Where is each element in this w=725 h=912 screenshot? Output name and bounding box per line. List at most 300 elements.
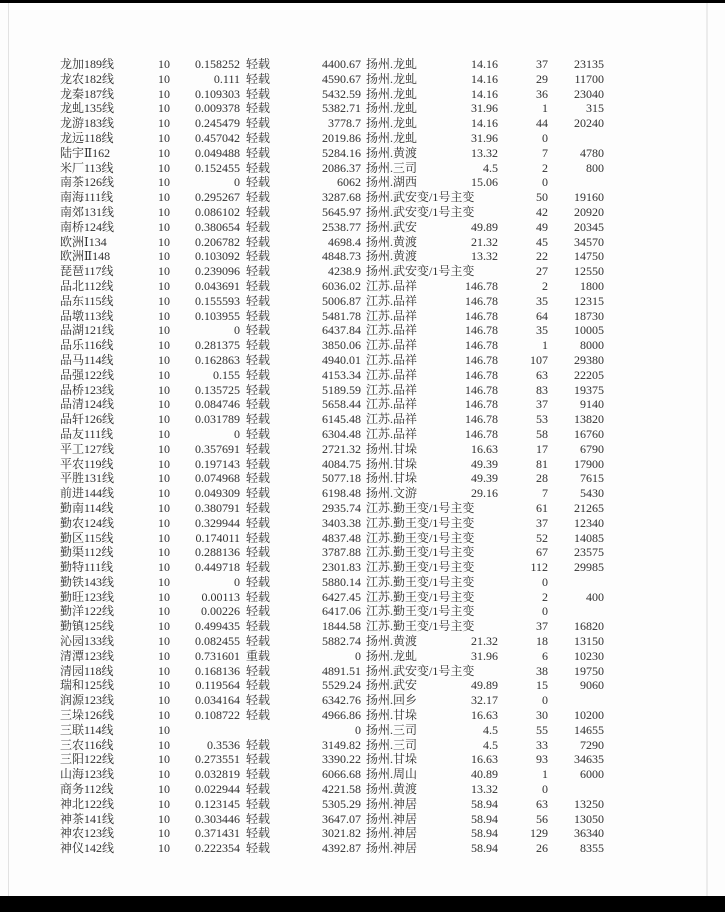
line-name-cell: 三联114线 bbox=[60, 722, 114, 737]
load-ratio-cell: 0.222354 bbox=[195, 841, 240, 856]
energy-cell: 7615 bbox=[580, 471, 604, 486]
energy-cell: 12315 bbox=[574, 293, 604, 308]
energy-cell: 14655 bbox=[574, 722, 604, 737]
load-ratio-cell: 0.155 bbox=[213, 367, 240, 382]
count-cell: 26 bbox=[536, 841, 548, 856]
count-cell: 0 bbox=[542, 574, 548, 589]
voltage-cell: 10 bbox=[158, 264, 170, 279]
table-row bbox=[0, 649, 725, 664]
load-status-cell: 轻载 bbox=[246, 752, 271, 767]
load-ratio-cell: 0.119564 bbox=[195, 678, 240, 693]
capacity-cell: 4837.48 bbox=[322, 530, 361, 545]
station-cell: 江苏.品祥 bbox=[366, 426, 418, 441]
station-cell: 江苏.品祥 bbox=[366, 397, 418, 412]
line-name-cell: 神仪142线 bbox=[60, 841, 115, 856]
voltage-cell: 10 bbox=[158, 441, 170, 456]
load-ratio-cell: 0.288136 bbox=[195, 545, 240, 560]
pct-cell: 40.89 bbox=[471, 767, 498, 782]
table-row bbox=[0, 131, 725, 146]
table-row bbox=[0, 368, 725, 383]
count-cell: 2 bbox=[542, 160, 548, 175]
load-ratio-cell: 0.103092 bbox=[195, 249, 240, 264]
voltage-cell: 10 bbox=[158, 782, 170, 797]
line-name-cell: 龙农182线 bbox=[60, 71, 115, 86]
load-status-cell: 轻载 bbox=[246, 826, 271, 841]
pct-cell: 146.78 bbox=[465, 426, 498, 441]
energy-cell: 16820 bbox=[574, 619, 604, 634]
station-cell: 扬州.神居 bbox=[366, 811, 418, 826]
load-ratio-cell: 0.155593 bbox=[195, 293, 240, 308]
table-row bbox=[0, 146, 725, 161]
table-row bbox=[0, 249, 725, 264]
page-top-border bbox=[0, 0, 725, 3]
voltage-cell: 10 bbox=[158, 234, 170, 249]
capacity-cell: 4400.67 bbox=[322, 57, 361, 71]
line-name-cell: 勤镇125线 bbox=[60, 619, 115, 634]
energy-cell: 10005 bbox=[574, 323, 604, 338]
load-ratio-cell: 0.245479 bbox=[195, 116, 240, 131]
line-name-cell: 清园118线 bbox=[60, 663, 114, 678]
capacity-cell: 3787.88 bbox=[322, 545, 361, 560]
line-name-cell: 勤特111线 bbox=[60, 560, 114, 575]
load-ratio-cell: 0 bbox=[234, 574, 240, 589]
capacity-cell: 3021.82 bbox=[322, 826, 361, 841]
energy-cell: 20920 bbox=[574, 204, 604, 219]
count-cell: 61 bbox=[536, 500, 548, 515]
pct-cell bbox=[432, 575, 498, 590]
load-ratio-cell: 0.197143 bbox=[195, 456, 240, 471]
load-ratio-cell: 0.449718 bbox=[195, 560, 240, 575]
table-row bbox=[0, 664, 725, 679]
energy-cell: 5430 bbox=[580, 486, 604, 501]
station-cell: 扬州.甘垛 bbox=[366, 752, 418, 767]
pct-cell: 146.78 bbox=[465, 382, 498, 397]
capacity-cell: 4940.01 bbox=[322, 352, 361, 367]
count-cell: 49 bbox=[536, 219, 548, 234]
line-name-cell: 神北122线 bbox=[60, 796, 115, 811]
count-cell: 37 bbox=[536, 619, 548, 634]
count-cell: 7 bbox=[542, 145, 548, 160]
energy-cell: 21265 bbox=[574, 500, 604, 515]
voltage-cell: 10 bbox=[158, 116, 170, 131]
station-cell: 扬州.龙虬 bbox=[366, 71, 418, 86]
energy-cell: 10200 bbox=[574, 708, 604, 723]
count-cell: 17 bbox=[536, 441, 548, 456]
capacity-cell: 2538.77 bbox=[322, 219, 361, 234]
table-row bbox=[0, 412, 725, 427]
pct-cell: 14.16 bbox=[471, 86, 498, 101]
capacity-cell: 4698.4 bbox=[328, 234, 361, 249]
line-name-cell: 品桥123线 bbox=[60, 382, 115, 397]
station-cell: 扬州.三司 bbox=[366, 722, 418, 737]
voltage-cell: 10 bbox=[158, 130, 170, 145]
voltage-cell: 10 bbox=[158, 678, 170, 693]
station-cell: 扬州.甘垛 bbox=[366, 471, 418, 486]
station-cell: 江苏.勤王变/1号主变 bbox=[366, 500, 475, 515]
voltage-cell: 10 bbox=[158, 367, 170, 382]
count-cell: 33 bbox=[536, 737, 548, 752]
load-ratio-cell: 0 bbox=[234, 175, 240, 190]
line-name-cell: 神农123线 bbox=[60, 826, 115, 841]
count-cell: 67 bbox=[536, 545, 548, 560]
line-name-cell: 清潭123线 bbox=[60, 648, 115, 663]
voltage-cell: 10 bbox=[158, 412, 170, 427]
station-cell: 扬州.神居 bbox=[366, 796, 418, 811]
line-name-cell: 南茶126线 bbox=[60, 175, 115, 190]
voltage-cell: 10 bbox=[158, 175, 170, 190]
line-name-cell: 品清124线 bbox=[60, 397, 115, 412]
count-cell: 83 bbox=[536, 382, 548, 397]
count-cell: 50 bbox=[536, 190, 548, 205]
station-cell: 江苏.勤王变/1号主变 bbox=[366, 560, 475, 575]
station-cell: 扬州.三司 bbox=[366, 160, 418, 175]
line-name-cell: 品强122线 bbox=[60, 367, 115, 382]
voltage-cell: 10 bbox=[158, 811, 170, 826]
voltage-cell: 10 bbox=[158, 57, 170, 71]
station-cell: 扬州.湖西 bbox=[366, 175, 418, 190]
energy-cell: 11700 bbox=[574, 71, 604, 86]
pct-cell: 49.39 bbox=[471, 471, 498, 486]
capacity-cell: 4153.34 bbox=[322, 367, 361, 382]
energy-cell: 34635 bbox=[574, 752, 604, 767]
line-name-cell: 勤洋122线 bbox=[60, 604, 115, 619]
energy-cell: 29380 bbox=[574, 352, 604, 367]
load-status-cell: 轻载 bbox=[246, 619, 271, 634]
load-status-cell: 轻载 bbox=[246, 530, 271, 545]
voltage-cell: 10 bbox=[158, 338, 170, 353]
line-name-cell: 商务112线 bbox=[60, 782, 114, 797]
load-ratio-cell: 0.032819 bbox=[195, 767, 240, 782]
table-row bbox=[0, 457, 725, 472]
load-status-cell: 轻载 bbox=[246, 86, 271, 101]
table-row bbox=[0, 397, 725, 412]
energy-cell: 6790 bbox=[580, 441, 604, 456]
load-ratio-cell: 0.00113 bbox=[201, 589, 240, 604]
load-ratio-cell: 0.329944 bbox=[195, 515, 240, 530]
voltage-cell: 10 bbox=[158, 382, 170, 397]
station-cell: 江苏.勤王变/1号主变 bbox=[366, 619, 475, 634]
pct-cell: 31.96 bbox=[471, 130, 498, 145]
load-ratio-cell: 0.082455 bbox=[195, 634, 240, 649]
voltage-cell: 10 bbox=[158, 145, 170, 160]
load-ratio-cell: 0.380791 bbox=[195, 500, 240, 515]
table-row bbox=[0, 826, 725, 841]
energy-cell: 20240 bbox=[574, 116, 604, 131]
capacity-cell: 5880.14 bbox=[322, 574, 361, 589]
capacity-cell: 5645.97 bbox=[322, 204, 361, 219]
table-row bbox=[0, 752, 725, 767]
line-name-cell: 品轩126线 bbox=[60, 412, 115, 427]
load-ratio-cell: 0.206782 bbox=[195, 234, 240, 249]
table-row bbox=[0, 72, 725, 87]
station-cell: 扬州.黄渡 bbox=[366, 634, 418, 649]
line-name-cell: 山海123线 bbox=[60, 767, 115, 782]
load-status-cell: 轻载 bbox=[246, 219, 271, 234]
pct-cell: 13.32 bbox=[471, 145, 498, 160]
line-name-cell: 龙加189线 bbox=[60, 57, 115, 71]
station-cell: 扬州.神居 bbox=[366, 841, 418, 856]
line-name-cell: 勤农124线 bbox=[60, 515, 115, 530]
station-cell: 江苏.勤王变/1号主变 bbox=[366, 545, 475, 560]
load-ratio-cell: 0.074968 bbox=[195, 471, 240, 486]
capacity-cell: 4238.9 bbox=[328, 264, 361, 279]
voltage-cell: 10 bbox=[158, 589, 170, 604]
load-ratio-cell: 0.174011 bbox=[195, 530, 240, 545]
energy-cell: 6000 bbox=[580, 767, 604, 782]
load-ratio-cell: 0.123145 bbox=[195, 796, 240, 811]
load-status-cell: 轻载 bbox=[246, 456, 271, 471]
count-cell: 27 bbox=[536, 264, 548, 279]
voltage-cell: 10 bbox=[158, 560, 170, 575]
count-cell: 37 bbox=[536, 57, 548, 71]
count-cell: 1 bbox=[542, 338, 548, 353]
voltage-cell: 10 bbox=[158, 308, 170, 323]
load-ratio-cell: 0.049309 bbox=[195, 486, 240, 501]
table-row bbox=[0, 797, 725, 812]
station-cell: 江苏.勤王变/1号主变 bbox=[366, 604, 475, 619]
load-ratio-cell: 0.009378 bbox=[195, 101, 240, 116]
capacity-cell: 4084.75 bbox=[322, 456, 361, 471]
energy-cell: 16760 bbox=[574, 426, 604, 441]
load-status-cell: 轻载 bbox=[246, 486, 271, 501]
load-status-cell: 轻载 bbox=[246, 116, 271, 131]
station-cell: 江苏.品祥 bbox=[366, 293, 418, 308]
pct-cell: 146.78 bbox=[465, 293, 498, 308]
load-status-cell: 轻载 bbox=[246, 249, 271, 264]
energy-cell bbox=[548, 575, 604, 590]
table-row bbox=[0, 87, 725, 102]
energy-cell: 8355 bbox=[580, 841, 604, 856]
load-status-cell: 轻载 bbox=[246, 71, 271, 86]
capacity-cell: 2019.86 bbox=[322, 130, 361, 145]
capacity-cell: 4392.87 bbox=[322, 841, 361, 856]
pct-cell bbox=[432, 604, 498, 619]
table-row bbox=[0, 501, 725, 516]
capacity-cell: 5284.16 bbox=[322, 145, 361, 160]
table-row bbox=[0, 545, 725, 560]
station-cell: 扬州.武安 bbox=[366, 678, 418, 693]
table-row bbox=[0, 116, 725, 131]
table-row bbox=[0, 101, 725, 116]
voltage-cell: 10 bbox=[158, 456, 170, 471]
energy-cell: 22205 bbox=[574, 367, 604, 382]
load-ratio-cell bbox=[172, 723, 240, 738]
load-status-cell: 轻载 bbox=[246, 560, 271, 575]
line-name-cell: 陆宇Ⅱ162 bbox=[60, 145, 111, 160]
energy-cell: 13050 bbox=[574, 811, 604, 826]
load-status-cell: 轻载 bbox=[246, 515, 271, 530]
load-status-cell bbox=[246, 723, 288, 738]
voltage-cell: 10 bbox=[158, 249, 170, 264]
station-cell: 江苏.勤王变/1号主变 bbox=[366, 530, 475, 545]
count-cell: 6 bbox=[542, 648, 548, 663]
line-name-cell: 勤渠112线 bbox=[60, 545, 114, 560]
load-status-cell: 轻载 bbox=[246, 693, 271, 708]
load-status-cell: 轻载 bbox=[246, 782, 271, 797]
station-cell: 扬州.武安 bbox=[366, 219, 418, 234]
table-row bbox=[0, 723, 725, 738]
line-name-cell: 龙游183线 bbox=[60, 116, 115, 131]
load-status-cell: 轻载 bbox=[246, 264, 271, 279]
line-name-cell: 品北112线 bbox=[60, 278, 114, 293]
count-cell: 42 bbox=[536, 204, 548, 219]
load-status-cell: 轻载 bbox=[246, 604, 271, 619]
station-cell: 江苏.品祥 bbox=[366, 382, 418, 397]
pct-cell: 14.16 bbox=[471, 57, 498, 71]
capacity-cell: 2721.32 bbox=[322, 441, 361, 456]
load-ratio-cell: 0.499435 bbox=[195, 619, 240, 634]
capacity-cell: 6342.76 bbox=[322, 693, 361, 708]
load-ratio-cell: 0.273551 bbox=[195, 752, 240, 767]
table-row bbox=[0, 279, 725, 294]
station-cell: 扬州.龙虬 bbox=[366, 57, 418, 71]
energy-cell: 17900 bbox=[574, 456, 604, 471]
line-name-cell: 勤旺123线 bbox=[60, 589, 115, 604]
voltage-cell: 10 bbox=[158, 190, 170, 205]
pct-cell: 13.32 bbox=[471, 782, 498, 797]
voltage-cell: 10 bbox=[158, 515, 170, 530]
voltage-cell: 10 bbox=[158, 204, 170, 219]
pct-cell bbox=[432, 516, 498, 531]
energy-cell: 19375 bbox=[574, 382, 604, 397]
table-row bbox=[0, 782, 725, 797]
station-cell: 扬州.三司 bbox=[366, 737, 418, 752]
line-name-cell: 润源123线 bbox=[60, 693, 115, 708]
line-name-cell: 前进144线 bbox=[60, 486, 115, 501]
line-name-cell: 南桥124线 bbox=[60, 219, 115, 234]
count-cell: 37 bbox=[536, 397, 548, 412]
voltage-cell: 10 bbox=[158, 693, 170, 708]
load-ratio-cell: 0.371431 bbox=[195, 826, 240, 841]
count-cell: 2 bbox=[542, 589, 548, 604]
load-status-cell: 轻载 bbox=[246, 500, 271, 515]
capacity-cell: 5882.74 bbox=[322, 634, 361, 649]
voltage-cell: 10 bbox=[158, 826, 170, 841]
energy-cell: 14750 bbox=[574, 249, 604, 264]
pct-cell: 14.16 bbox=[471, 71, 498, 86]
load-status-cell: 轻载 bbox=[246, 811, 271, 826]
station-cell: 扬州.黄渡 bbox=[366, 249, 418, 264]
load-status-cell: 轻载 bbox=[246, 234, 271, 249]
voltage-cell: 10 bbox=[158, 219, 170, 234]
load-status-cell: 轻载 bbox=[246, 796, 271, 811]
capacity-cell: 3778.7 bbox=[328, 116, 361, 131]
page-bottom-border bbox=[0, 896, 725, 912]
energy-cell: 29985 bbox=[574, 560, 604, 575]
voltage-cell: 10 bbox=[158, 86, 170, 101]
pct-cell: 146.78 bbox=[465, 412, 498, 427]
table-row bbox=[0, 161, 725, 176]
capacity-cell: 6036.02 bbox=[322, 278, 361, 293]
load-status-cell: 重载 bbox=[246, 648, 271, 663]
line-name-cell: 勤南114线 bbox=[60, 500, 114, 515]
load-status-cell: 轻载 bbox=[246, 737, 271, 752]
load-ratio-cell: 0.031789 bbox=[195, 412, 240, 427]
energy-cell: 13250 bbox=[574, 796, 604, 811]
load-ratio-cell: 0 bbox=[234, 323, 240, 338]
energy-cell: 23040 bbox=[574, 86, 604, 101]
voltage-cell: 10 bbox=[158, 737, 170, 752]
pct-cell bbox=[432, 501, 498, 516]
pct-cell: 16.63 bbox=[471, 752, 498, 767]
capacity-cell: 6417.06 bbox=[322, 604, 361, 619]
pct-cell bbox=[432, 664, 498, 679]
table-row bbox=[0, 205, 725, 220]
capacity-cell: 5382.71 bbox=[322, 101, 361, 116]
station-cell: 扬州.黄渡 bbox=[366, 234, 418, 249]
pct-cell bbox=[432, 560, 498, 575]
table-row bbox=[0, 590, 725, 605]
load-status-cell: 轻载 bbox=[246, 190, 271, 205]
count-cell: 0 bbox=[542, 130, 548, 145]
load-status-cell: 轻载 bbox=[246, 397, 271, 412]
line-name-cell: 平工127线 bbox=[60, 441, 115, 456]
table-row bbox=[0, 738, 725, 753]
line-name-cell: 勤铁143线 bbox=[60, 574, 115, 589]
station-cell: 扬州.武安变/1号主变 bbox=[366, 190, 475, 205]
energy-cell: 23575 bbox=[574, 545, 604, 560]
voltage-cell: 10 bbox=[158, 530, 170, 545]
count-cell: 2 bbox=[542, 278, 548, 293]
capacity-cell: 5006.87 bbox=[322, 293, 361, 308]
energy-cell: 34570 bbox=[574, 234, 604, 249]
energy-cell: 4780 bbox=[580, 145, 604, 160]
load-status-cell: 轻载 bbox=[246, 278, 271, 293]
capacity-cell: 3647.07 bbox=[322, 811, 361, 826]
energy-cell: 19160 bbox=[574, 190, 604, 205]
load-ratio-cell: 0.111 bbox=[213, 71, 240, 86]
voltage-cell: 10 bbox=[158, 604, 170, 619]
station-cell: 扬州.神居 bbox=[366, 826, 418, 841]
line-name-cell: 品马114线 bbox=[60, 352, 114, 367]
count-cell: 64 bbox=[536, 308, 548, 323]
energy-cell: 7290 bbox=[580, 737, 604, 752]
voltage-cell: 10 bbox=[158, 663, 170, 678]
capacity-cell: 1844.58 bbox=[322, 619, 361, 634]
count-cell: 55 bbox=[536, 722, 548, 737]
table-row bbox=[0, 619, 725, 634]
station-cell: 扬州.武安变/1号主变 bbox=[366, 264, 475, 279]
load-ratio-cell: 0.162863 bbox=[195, 352, 240, 367]
capacity-cell: 6198.48 bbox=[322, 486, 361, 501]
voltage-cell: 10 bbox=[158, 796, 170, 811]
load-status-cell: 轻载 bbox=[246, 323, 271, 338]
station-cell: 扬州.龙虬 bbox=[366, 130, 418, 145]
load-ratio-cell: 0.00226 bbox=[201, 604, 240, 619]
pct-cell: 58.94 bbox=[471, 826, 498, 841]
line-name-cell: 龙虬135线 bbox=[60, 101, 115, 116]
count-cell: 0 bbox=[542, 693, 548, 708]
count-cell: 107 bbox=[530, 352, 548, 367]
table-row bbox=[0, 678, 725, 693]
count-cell: 112 bbox=[530, 560, 548, 575]
table-row bbox=[0, 471, 725, 486]
line-name-cell: 品东115线 bbox=[60, 293, 114, 308]
pct-cell: 21.32 bbox=[471, 234, 498, 249]
energy-cell: 10230 bbox=[574, 648, 604, 663]
line-name-cell: 南海111线 bbox=[60, 190, 114, 205]
pct-cell: 49.39 bbox=[471, 456, 498, 471]
line-name-cell: 龙秦187线 bbox=[60, 86, 115, 101]
capacity-cell: 5189.59 bbox=[322, 382, 361, 397]
table-row bbox=[0, 516, 725, 531]
table-row bbox=[0, 604, 725, 619]
load-status-cell: 轻载 bbox=[246, 767, 271, 782]
table-row bbox=[0, 235, 725, 250]
line-name-cell: 欧洲Ⅰ134 bbox=[60, 234, 107, 249]
pct-cell: 146.78 bbox=[465, 338, 498, 353]
capacity-cell: 3390.22 bbox=[322, 752, 361, 767]
